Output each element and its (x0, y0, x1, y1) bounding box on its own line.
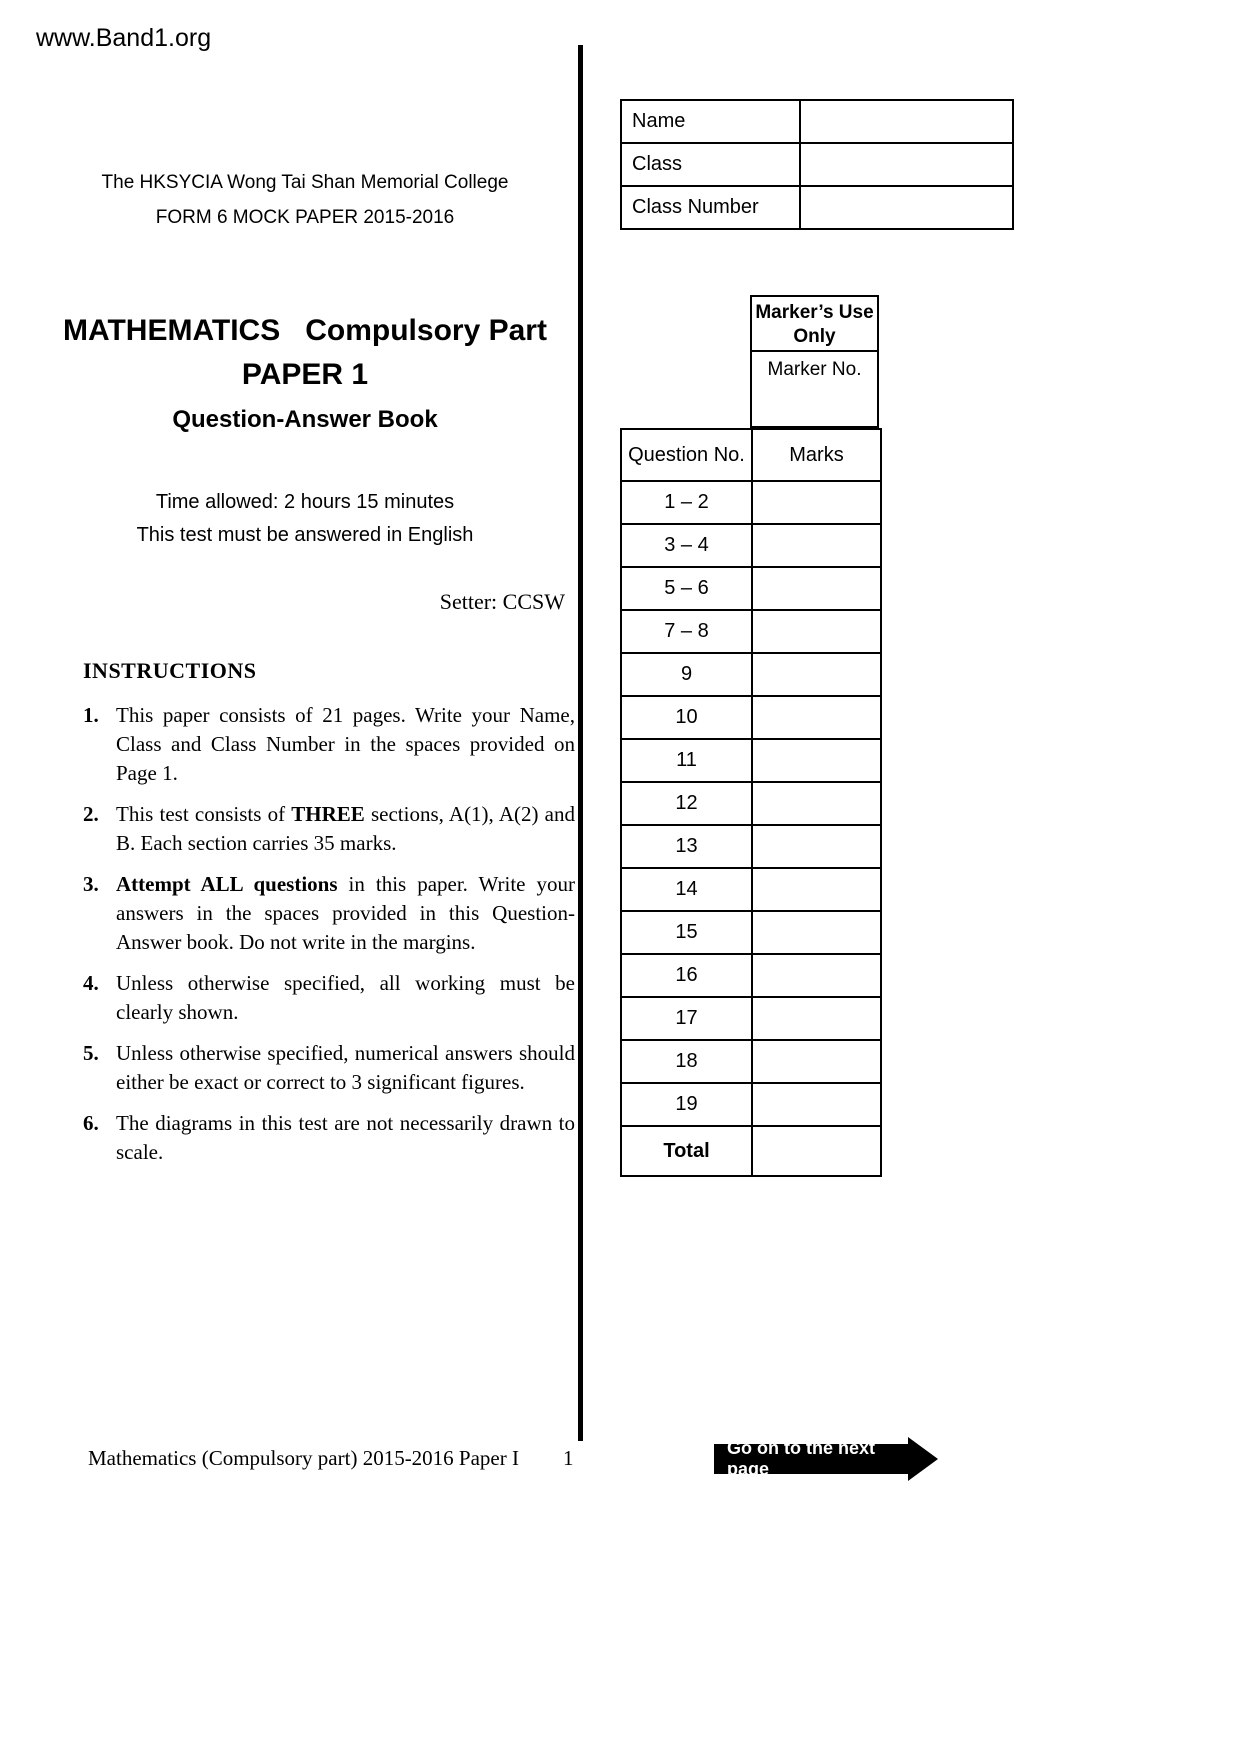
language-note: This test must be answered in English (136, 524, 474, 546)
instruction-number: 3. (83, 872, 99, 896)
marks-cell (752, 1040, 881, 1083)
class-number-label: Class Number (621, 186, 800, 229)
table-row (621, 696, 881, 739)
paper-number: PAPER 1 (241, 358, 369, 391)
marks-table (620, 428, 882, 1177)
instruction-text: This test consists of THREE sections, A(1), A(2) and B. Each section carries 35 marks. (116, 802, 575, 855)
paper-session: FORM 6 MOCK PAPER 2015-2016 (155, 207, 455, 228)
table-row (621, 481, 881, 524)
instructions-section (83, 658, 575, 1179)
table-row (621, 954, 881, 997)
marks-cell (752, 954, 881, 997)
instruction-item (83, 701, 575, 788)
school-name: The HKSYCIA Wong Tai Shan Memorial College (101, 172, 509, 193)
instruction-number: 5. (83, 1041, 99, 1065)
question-range: 12 (621, 782, 752, 825)
table-row (621, 653, 881, 696)
question-range: 15 (621, 911, 752, 954)
total-label: Total (621, 1126, 752, 1176)
table-row (621, 524, 881, 567)
instruction-item (83, 969, 575, 1027)
table-row (621, 997, 881, 1040)
total-marks-cell (752, 1126, 881, 1176)
instruction-item (83, 1039, 575, 1097)
question-range: 10 (621, 696, 752, 739)
table-row (621, 911, 881, 954)
marks-header: Marks (752, 429, 881, 481)
instruction-number: 6. (83, 1111, 99, 1135)
marks-cell (752, 868, 881, 911)
instruction-number: 4. (83, 971, 99, 995)
instruction-text: Unless otherwise specified, numerical answers should either be exact or correct to 3 significant figures. (116, 1041, 575, 1094)
table-row (621, 567, 881, 610)
question-range: 11 (621, 739, 752, 782)
question-range: 19 (621, 1083, 752, 1126)
marks-cell (752, 567, 881, 610)
question-range: 7 – 8 (621, 610, 752, 653)
table-row (621, 186, 1013, 229)
question-range: 5 – 6 (621, 567, 752, 610)
vertical-divider (578, 45, 583, 1441)
table-row (621, 610, 881, 653)
marker-no-box: Marker No. (750, 352, 879, 428)
marks-cell (752, 653, 881, 696)
question-range: 13 (621, 825, 752, 868)
question-range: 9 (621, 653, 752, 696)
marks-cell (752, 911, 881, 954)
name-field (800, 100, 1013, 143)
instruction-text: This paper consists of 21 pages. Write your Name, Class and Class Number in the spaces provided on Page 1. (116, 703, 575, 785)
subject-title: MATHEMATICS Compulsory Part (63, 314, 547, 347)
instruction-text: The diagrams in this test are not necessarily drawn to scale. (116, 1111, 575, 1164)
class-field (800, 143, 1013, 186)
question-range: 17 (621, 997, 752, 1040)
setter: Setter: CCSW (439, 589, 565, 614)
time-allowed: Time allowed: 2 hours 15 minutes (155, 491, 455, 513)
question-range: 18 (621, 1040, 752, 1083)
marks-cell (752, 524, 881, 567)
class-number-field (800, 186, 1013, 229)
instruction-number: 2. (83, 802, 99, 826)
instruction-text: Attempt ALL questions in this paper. Write your answers in the spaces provided in this Question-Answer book. Do not write in the margins. (116, 872, 575, 954)
table-row (621, 1040, 881, 1083)
markers-use-only-box: Marker’s Use Only (750, 295, 879, 352)
page-number: 1 (563, 1446, 574, 1470)
instruction-item (83, 870, 575, 957)
marks-cell (752, 782, 881, 825)
table-row (621, 143, 1013, 186)
instruction-item (83, 1109, 575, 1167)
table-row (621, 782, 881, 825)
marks-cell (752, 610, 881, 653)
table-row (621, 868, 881, 911)
table-total-row (621, 1126, 881, 1176)
instruction-number: 1. (83, 703, 99, 727)
question-range: 16 (621, 954, 752, 997)
watermark-url: www.Band1.org (36, 24, 212, 52)
question-range: 3 – 4 (621, 524, 752, 567)
marks-cell (752, 696, 881, 739)
book-subtitle: Question-Answer Book (172, 406, 438, 433)
instructions-title: INSTRUCTIONS (83, 658, 257, 683)
arrow-right-icon (908, 1437, 938, 1481)
marks-cell (752, 481, 881, 524)
table-row (621, 825, 881, 868)
name-label: Name (621, 100, 800, 143)
go-next-page-banner: Go on to the next page (714, 1444, 908, 1474)
table-row (621, 1083, 881, 1126)
student-info-table (620, 99, 1014, 230)
marks-cell (752, 739, 881, 782)
footer-paper-title: Mathematics (Compulsory part) 2015-2016 Paper I (88, 1446, 519, 1470)
marks-cell (752, 825, 881, 868)
table-header-row (621, 429, 881, 481)
instruction-text: Unless otherwise specified, all working must be clearly shown. (116, 971, 575, 1024)
class-label: Class (621, 143, 800, 186)
table-row (621, 739, 881, 782)
marks-cell (752, 997, 881, 1040)
instruction-item (83, 800, 575, 858)
question-range: 1 – 2 (621, 481, 752, 524)
marks-cell (752, 1083, 881, 1126)
question-range: 14 (621, 868, 752, 911)
table-row (621, 100, 1013, 143)
question-no-header: Question No. (621, 429, 752, 481)
